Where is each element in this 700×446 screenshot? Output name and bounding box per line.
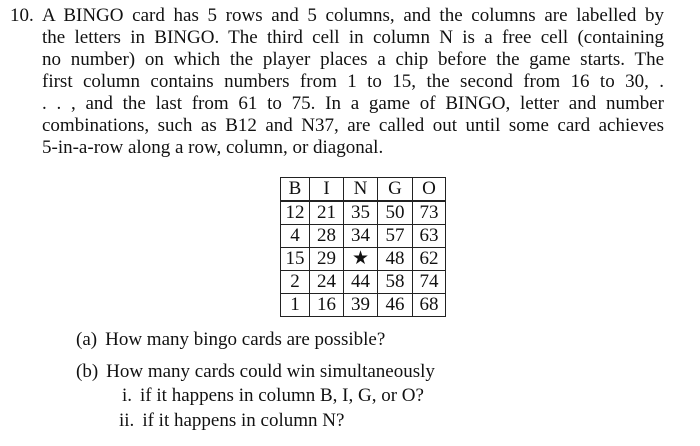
bingo-cell: 15: [281, 248, 310, 271]
question-b: [76, 361, 435, 383]
problem-line: combinations, such as B12 and N37, are called out until some card achieves: [42, 115, 664, 136]
bingo-row: [281, 271, 446, 294]
bingo-cell: 1: [281, 294, 310, 317]
bingo-header-cell: G: [378, 178, 413, 202]
bingo-cell: 29: [310, 248, 344, 271]
bingo-cell: 16: [310, 294, 344, 317]
question-b-ii: [119, 410, 344, 432]
problem-line: the letters in BINGO. The third cell in column N is a free cell (containing: [42, 27, 664, 48]
free-cell-star-icon: ★: [344, 248, 378, 271]
bingo-cell: 24: [310, 271, 344, 294]
bingo-cell: 74: [413, 271, 446, 294]
bingo-row: [281, 294, 446, 317]
bingo-cell: 44: [344, 271, 378, 294]
problem-line: first column contains numbers from 1 to 15, the second from 16 to 30, .: [42, 71, 664, 92]
question-b-i-text: if it happens in column B, I, G, or O?: [140, 385, 424, 406]
question-a-text: How many bingo cards are possible?: [105, 329, 386, 350]
bingo-row: [281, 248, 446, 271]
problem-statement: [42, 5, 664, 159]
question-a-label: (a): [76, 329, 98, 350]
problem-number: 10.: [10, 5, 34, 26]
bingo-cell: 39: [344, 294, 378, 317]
bingo-card-table: [280, 177, 446, 317]
question-b-ii-text: if it happens in column N?: [142, 410, 345, 431]
bingo-cell: 35: [344, 201, 378, 225]
bingo-row: [281, 201, 446, 225]
bingo-header-cell: I: [310, 178, 344, 202]
bingo-cell: 57: [378, 225, 413, 248]
bingo-header-cell: O: [413, 178, 446, 202]
question-b-i: [122, 385, 424, 407]
question-b-label: (b): [76, 361, 99, 382]
bingo-cell: 21: [310, 201, 344, 225]
bingo-cell: 34: [344, 225, 378, 248]
bingo-row: [281, 225, 446, 248]
problem-line: . . , and the last from 61 to 75. In a game of BINGO, letter and number: [42, 93, 664, 114]
question-b-ii-label: ii.: [119, 410, 135, 431]
problem-line: A BINGO card has 5 rows and 5 columns, and the columns are labelled by: [42, 5, 664, 26]
bingo-cell: 48: [378, 248, 413, 271]
bingo-header-row: [281, 178, 446, 202]
bingo-header-cell: B: [281, 178, 310, 202]
bingo-cell: 58: [378, 271, 413, 294]
question-b-i-label: i.: [122, 385, 133, 406]
bingo-cell: 2: [281, 271, 310, 294]
bingo-cell: 68: [413, 294, 446, 317]
problem-line: no number) on which the player places a chip before the game starts. The: [42, 49, 664, 70]
bingo-cell: 73: [413, 201, 446, 225]
bingo-cell: 4: [281, 225, 310, 248]
bingo-cell: 63: [413, 225, 446, 248]
problem-line: 5-in-a-row along a row, column, or diagonal.: [42, 137, 384, 158]
bingo-cell: 62: [413, 248, 446, 271]
bingo-cell: 12: [281, 201, 310, 225]
question-b-text: How many cards could win simultaneously: [106, 361, 435, 382]
bingo-header-cell: N: [344, 178, 378, 202]
bingo-cell: 28: [310, 225, 344, 248]
question-a: [76, 329, 385, 351]
bingo-cell: 46: [378, 294, 413, 317]
bingo-cell: 50: [378, 201, 413, 225]
